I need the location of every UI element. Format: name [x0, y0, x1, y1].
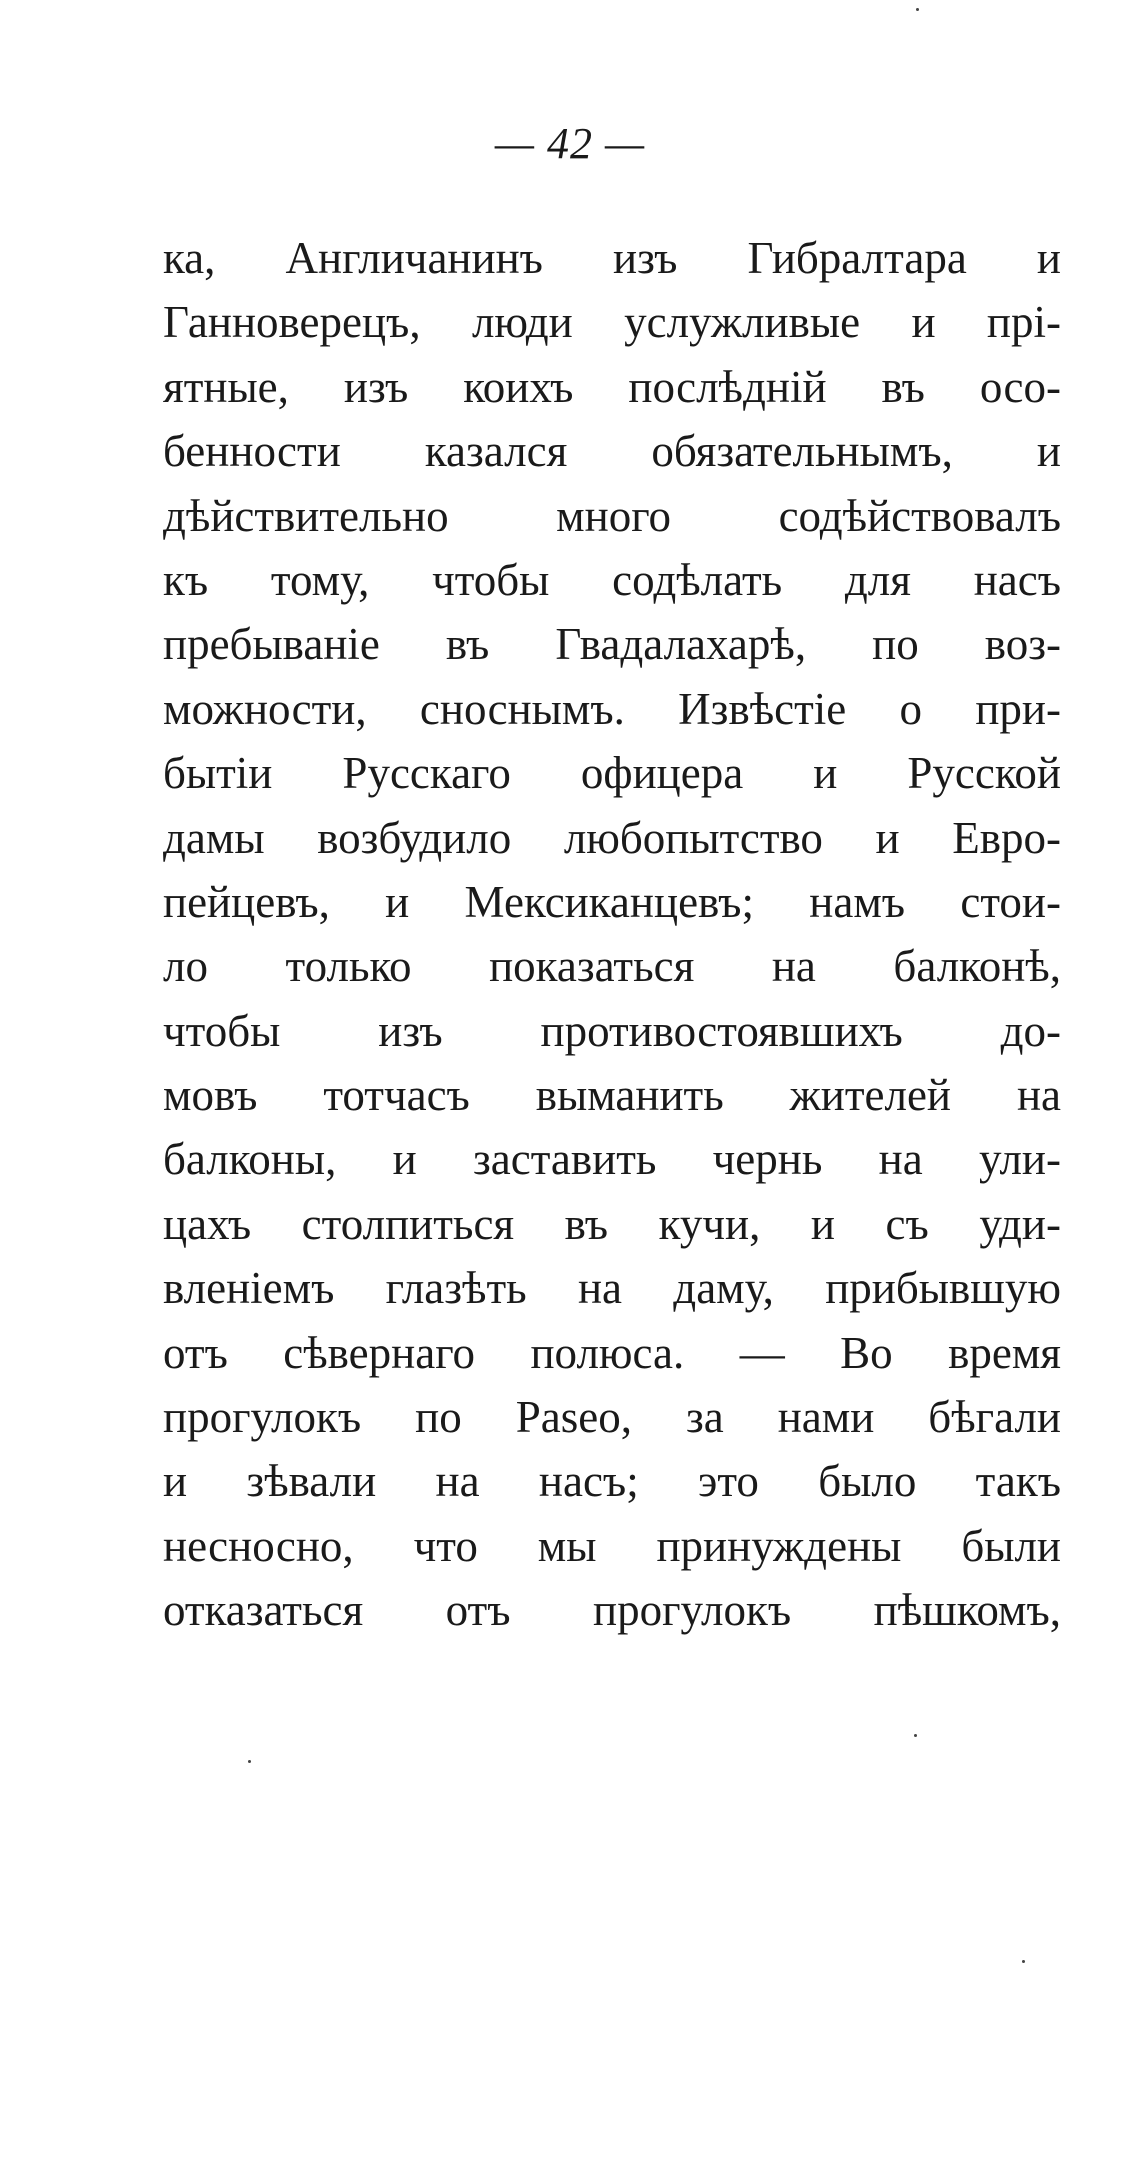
print-speck — [248, 1760, 251, 1763]
text-line: ятные, изъ коихъ послѣдній въ осо- — [163, 361, 1061, 412]
text-line: ло только показаться на балконѣ, — [163, 941, 1061, 992]
text-line: Ганноверецъ, люди услужливые и прі- — [163, 297, 1061, 348]
text-line: ка, Англичанинъ изъ Гибралтара и — [163, 233, 1061, 283]
text-line: отъ сѣвернаго полюса. — Во время — [163, 1327, 1061, 1378]
text-line: несносно, что мы принуждены были — [163, 1520, 1061, 1571]
print-speck — [914, 1734, 917, 1737]
text-line: бытіи Русскаго офицера и Русской — [163, 748, 1061, 799]
page-number: — 42 — — [494, 119, 646, 168]
text-line: пейцевъ, и Мексиканцевъ; намъ стои- — [163, 876, 1061, 927]
text-line: чтобы изъ противостоявшихъ до- — [163, 1005, 1061, 1056]
text-line: мовъ тотчасъ выманить жителей на — [163, 1070, 1061, 1121]
text-line: дамы возбудило любопытство и Евро- — [163, 812, 1061, 863]
text-line: прогулокъ по Paseo, за нами бѣгали — [163, 1392, 1061, 1443]
text-line: отказаться отъ прогулокъ пѣшкомъ, — [163, 1585, 1061, 1636]
text-line: балконы, и заставить чернь на ули- — [163, 1134, 1061, 1185]
text-line: пребыванiе въ Гвадалахарѣ, по воз- — [163, 619, 1061, 670]
print-speck — [1022, 1960, 1025, 1963]
text-line: къ тому, чтобы содѣлать для насъ — [163, 554, 1061, 605]
text-line: цахъ столпиться въ кучи, и съ уди- — [163, 1198, 1061, 1249]
text-line: и зѣвали на насъ; это было такъ — [163, 1456, 1061, 1507]
text-line: дѣйствительно много содѣйствовалъ — [163, 490, 1061, 541]
text-line: можности, сноснымъ. Извѣстіе о при- — [163, 683, 1061, 734]
print-speck — [916, 8, 919, 11]
text-line: бенности казался обязательнымъ, и — [163, 426, 1061, 477]
text-line: вленіемъ глазѣть на даму, прибывшую — [163, 1263, 1061, 1314]
body-text — [163, 226, 1061, 1643]
